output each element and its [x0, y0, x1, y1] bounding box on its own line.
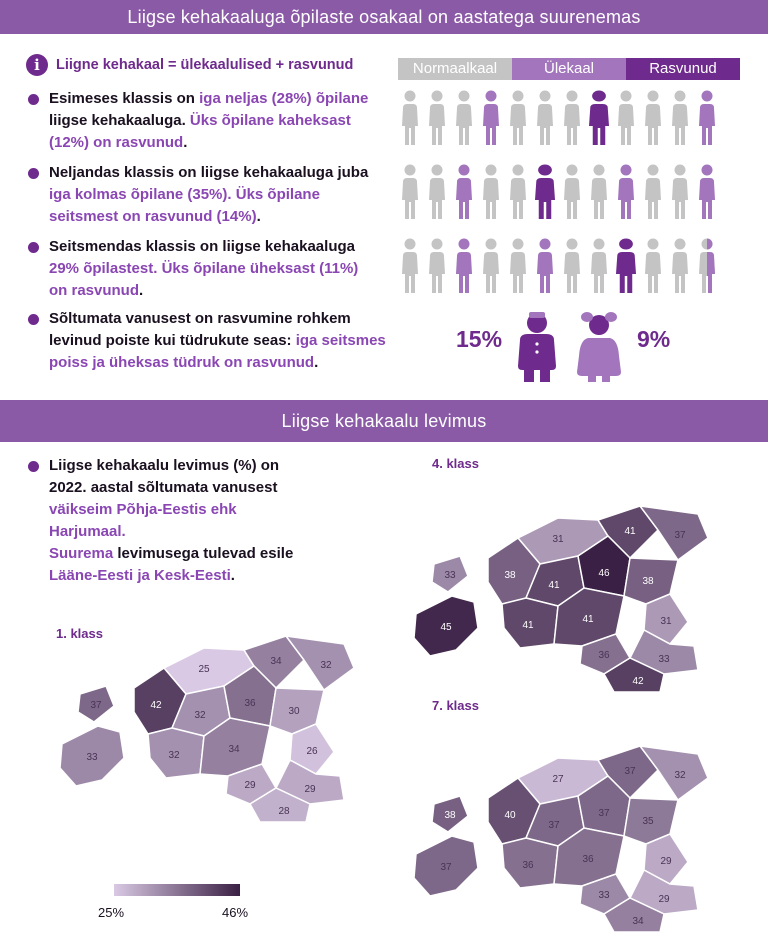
- person-icon: [479, 90, 503, 146]
- person-icon: [668, 238, 692, 294]
- county-value: 34: [228, 744, 240, 755]
- person-icon: [587, 164, 611, 220]
- county-value: 35: [642, 816, 654, 827]
- bullet-text: Esimeses klassis on iga neljas (28%) õpilane liigse kehakaaluga. Üks õpilane kaheksast (12%) on rasvunud.: [49, 90, 369, 151]
- bullet-gender: [28, 308, 394, 374]
- weight-legend: [398, 58, 740, 80]
- county-value: 36: [522, 860, 534, 871]
- county-value: 33: [598, 890, 610, 901]
- bullet-dot: [28, 314, 39, 325]
- person-icon: [695, 238, 719, 294]
- county-value: 32: [674, 770, 686, 781]
- people-row-grade7: [398, 238, 719, 294]
- scale-max-label: 46%: [222, 905, 249, 920]
- map-grade7: [408, 710, 738, 936]
- person-icon: [506, 164, 530, 220]
- county-value: 42: [632, 676, 644, 687]
- person-icon: [425, 90, 449, 146]
- bullet-text: Sõltumata vanusest on rasvumine rohkem levinud poiste kui tüdrukute seas: iga seitsmes poiss ja üheksas tüdruk on rasvunud.: [49, 310, 386, 371]
- legend-obese: Rasvunud: [626, 58, 740, 80]
- person-icon: [560, 90, 584, 146]
- legend-overweight: Ülekaal: [512, 58, 626, 80]
- legend-normal: Normaalkaal: [398, 58, 512, 80]
- county-value: 36: [244, 698, 256, 709]
- person-icon: [614, 164, 638, 220]
- county-value: 37: [90, 700, 102, 711]
- county-value: 38: [504, 570, 516, 581]
- county-value: 31: [552, 534, 564, 545]
- person-icon: [560, 164, 584, 220]
- bullet-prevalence: [28, 455, 309, 587]
- bullet-dot: [28, 94, 39, 105]
- county-value: 37: [674, 530, 686, 541]
- girls-obesity-pct: 9%: [637, 326, 671, 352]
- bullet-grade7: [28, 236, 379, 302]
- map-label-grade1: 1. klass: [56, 626, 103, 641]
- person-icon: [479, 164, 503, 220]
- county-value: 32: [168, 750, 180, 761]
- person-icon: [587, 238, 611, 294]
- county-value: 37: [548, 820, 560, 831]
- county-value: 25: [198, 664, 210, 675]
- bullet-text: Neljandas klassis on liigse kehakaaluga juba iga kolmas õpilane (35%). Üks õpilane seitsmest on rasvunud (14%).: [49, 164, 369, 225]
- person-icon: [668, 90, 692, 146]
- county-value: 38: [444, 810, 456, 821]
- county-value: 37: [598, 808, 610, 819]
- person-icon: [479, 238, 503, 294]
- county-value: 31: [660, 616, 672, 627]
- person-icon: [533, 90, 557, 146]
- definition-text: Liigne kehakaal = ülekaalulised + rasvunud: [56, 57, 354, 73]
- county-value: 41: [548, 580, 560, 591]
- bullet-grade1: [28, 88, 379, 154]
- person-icon: [452, 90, 476, 146]
- person-icon: [506, 90, 530, 146]
- county-value: 42: [150, 700, 162, 711]
- person-icon: [641, 164, 665, 220]
- county-value: 41: [582, 614, 594, 625]
- person-icon: [641, 90, 665, 146]
- person-icon: [425, 164, 449, 220]
- person-icon: [398, 164, 422, 220]
- map-grade1: [54, 600, 384, 826]
- county-value: 27: [552, 774, 564, 785]
- map-label-grade7: 7. klass: [432, 698, 479, 713]
- person-icon: [587, 90, 611, 146]
- person-icon: [533, 238, 557, 294]
- person-icon: [452, 238, 476, 294]
- county-value: 41: [522, 620, 534, 631]
- county-value: 36: [598, 650, 610, 661]
- bullet-text: Liigse kehakaalu levimus (%) on 2022. aastal sõltumata vanusest väikseim Põhja-Eestis ehk Harjumaal. Suurema levimusega tulevad esile Lääne-Eesti ja Kesk-Eesti.: [49, 457, 294, 584]
- county-value: 36: [582, 854, 594, 865]
- county-value: 29: [660, 856, 672, 867]
- info-icon: i: [26, 54, 48, 76]
- scale-min-label: 25%: [98, 905, 125, 920]
- person-icon: [506, 238, 530, 294]
- county-value: 40: [504, 810, 516, 821]
- county-value: 33: [444, 570, 456, 581]
- county-value: 37: [624, 766, 636, 777]
- county-value: 26: [306, 746, 318, 757]
- county-value: 33: [86, 752, 98, 763]
- person-icon: [560, 238, 584, 294]
- definition-row: [26, 54, 353, 76]
- bullet-dot: [28, 461, 39, 472]
- girl-icon: [574, 310, 624, 384]
- county-value: 30: [288, 706, 300, 717]
- county-value: 34: [632, 916, 644, 927]
- bullet-grade4: [28, 162, 379, 228]
- map-label-grade4: 4. klass: [432, 456, 479, 471]
- person-icon: [614, 90, 638, 146]
- bullet-dot: [28, 168, 39, 179]
- county-value: 45: [440, 622, 452, 633]
- bullet-text: Seitsmendas klassis on liigse kehakaaluga 29% õpilastest. Üks õpilane üheksast (11%) on rasvunud.: [49, 238, 359, 299]
- color-scale-bar: [114, 884, 240, 896]
- section-title: Liigse kehakaalu levimus: [281, 411, 487, 431]
- bullet-dot: [28, 242, 39, 253]
- county-value: 38: [642, 576, 654, 587]
- county-value: 33: [658, 654, 670, 665]
- person-icon: [398, 90, 422, 146]
- county-value: 34: [270, 656, 282, 667]
- person-icon: [533, 164, 557, 220]
- county-value: 32: [194, 710, 206, 721]
- county-value: 41: [624, 526, 636, 537]
- person-icon: [695, 164, 719, 220]
- person-icon: [398, 238, 422, 294]
- top-banner: [0, 0, 768, 34]
- person-icon: [695, 90, 719, 146]
- person-icon: [452, 164, 476, 220]
- county-value: 37: [440, 862, 452, 873]
- person-icon: [614, 238, 638, 294]
- county-value: 46: [598, 568, 610, 579]
- county-value: 29: [658, 894, 670, 905]
- map-grade4: [408, 470, 738, 696]
- boy-icon: [512, 310, 562, 384]
- people-row-grade1: [398, 90, 719, 146]
- boys-obesity-pct: 15%: [456, 326, 503, 352]
- page-title: Liigse kehakaaluga õpilaste osakaal on aastatega suurenemas: [127, 7, 641, 27]
- county-value: 29: [244, 780, 256, 791]
- person-icon: [425, 238, 449, 294]
- county-value: 28: [278, 806, 290, 817]
- county-value: 29: [304, 784, 316, 795]
- county-value: 32: [320, 660, 332, 671]
- person-icon: [641, 238, 665, 294]
- section-banner: [0, 400, 768, 442]
- person-icon: [668, 164, 692, 220]
- people-row-grade4: [398, 164, 719, 220]
